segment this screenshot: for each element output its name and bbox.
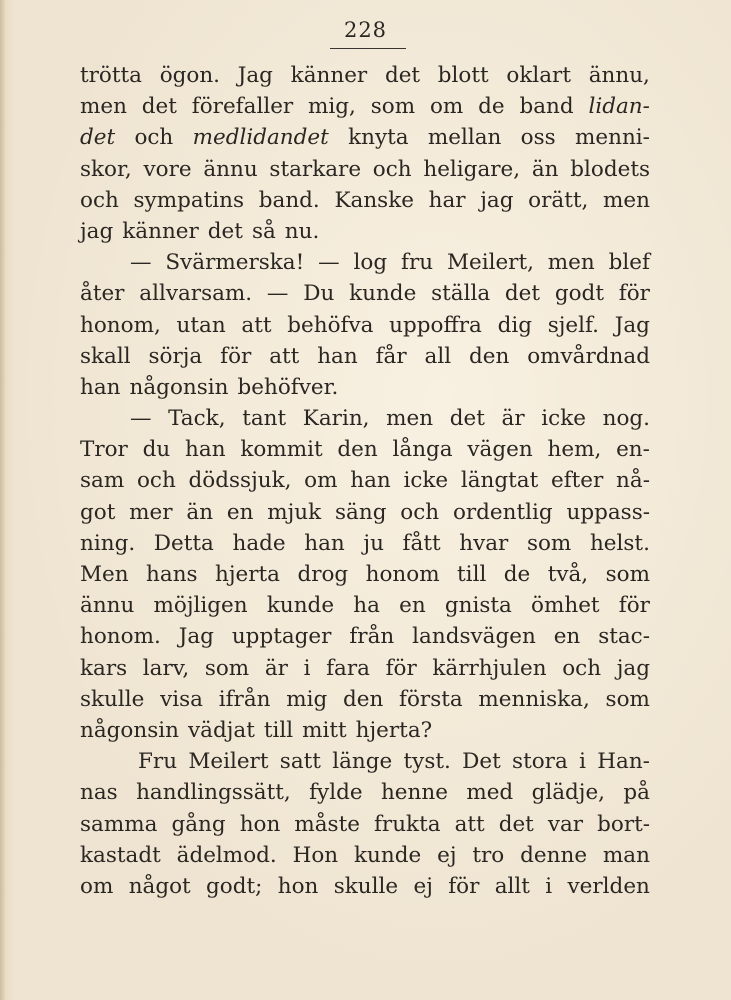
word: det [80, 125, 116, 151]
word: uppass- [566, 499, 650, 525]
word: helst. [589, 530, 650, 556]
text-line [80, 122, 650, 153]
text-line [80, 403, 650, 434]
word: skall [80, 343, 131, 369]
word: glädje, [531, 780, 606, 806]
word: tyst. [403, 749, 451, 775]
word: kunde [354, 842, 422, 868]
word: landsvägen [412, 624, 536, 650]
word: Hon [292, 842, 339, 868]
text-line [80, 715, 650, 746]
word: än [186, 499, 214, 525]
word: Svärmerska! [165, 250, 305, 276]
word: stac- [598, 624, 650, 650]
word: menniska, [478, 686, 590, 712]
text-line [80, 278, 650, 309]
word: som [605, 562, 650, 587]
word: nå- [616, 468, 650, 494]
text-line [80, 216, 650, 247]
word: knyta [348, 125, 409, 151]
word: fru [400, 250, 434, 276]
word: en- [616, 437, 650, 463]
text-line [80, 746, 650, 777]
word: han [304, 530, 345, 556]
word: den [468, 343, 510, 369]
word: så [251, 218, 276, 244]
word: men [386, 406, 434, 432]
word: mellan [427, 125, 502, 151]
text-line [80, 809, 650, 840]
word: är [264, 655, 288, 681]
word: upptager [231, 624, 332, 650]
text-line [80, 434, 650, 465]
text-line [80, 372, 650, 403]
word: icke [403, 468, 449, 494]
word: måste [294, 811, 360, 837]
word: det [449, 406, 485, 432]
word: mer [129, 499, 173, 525]
word: han [350, 468, 391, 494]
word: än [531, 156, 559, 182]
word: Det [462, 749, 501, 775]
word: längtat [460, 468, 539, 494]
word: skulle [80, 686, 145, 712]
word: hade [232, 530, 286, 556]
word: kunde [266, 593, 335, 619]
word: och [400, 499, 440, 525]
word: icke [541, 406, 586, 432]
word: som [204, 655, 250, 681]
word: men [603, 187, 650, 213]
word: för [618, 593, 650, 619]
word: med [466, 780, 514, 806]
word: Karin, [302, 406, 370, 432]
word: om [304, 468, 338, 494]
word: — [130, 406, 152, 432]
word: satt [279, 749, 321, 775]
word: behöfver. [237, 374, 339, 400]
word: starkare [269, 156, 362, 182]
word: till [263, 717, 294, 743]
word: nu. [284, 218, 320, 244]
word: ju [363, 530, 384, 556]
word: sam [80, 468, 125, 494]
text-line [80, 840, 650, 871]
word: Meilert, [446, 250, 534, 276]
word: jag [480, 187, 514, 213]
word: är [501, 406, 525, 432]
word: de [478, 94, 505, 120]
word: mig, [308, 94, 356, 120]
word: Fru [138, 749, 178, 775]
word: skulle [333, 873, 399, 899]
word: gnista [444, 593, 512, 619]
word: blott [437, 63, 489, 88]
word: förefaller [191, 94, 294, 120]
word: sjelf. [547, 312, 600, 338]
word: ning. [80, 530, 136, 556]
word: Tror [80, 437, 128, 463]
word: ordentlig [452, 499, 553, 525]
word: hon [277, 873, 319, 899]
text-line [80, 590, 650, 621]
word: om [429, 94, 464, 120]
word: nog. [602, 406, 650, 432]
word: hem, [547, 437, 602, 463]
word: gång [171, 811, 226, 837]
word: för [448, 873, 480, 899]
word: känner [122, 218, 199, 244]
word: åter [80, 281, 125, 307]
word: log [353, 250, 388, 276]
word: ännu [80, 593, 135, 619]
header-rule [330, 48, 406, 49]
word: ädelmod. [176, 842, 277, 868]
word: kommit [240, 437, 323, 463]
word: en [226, 499, 254, 525]
word: Kanske [334, 187, 414, 213]
word: på [623, 780, 650, 806]
text-line [80, 341, 650, 372]
word: kärrhjulen [432, 655, 547, 681]
word: säng [335, 499, 387, 525]
word: godt [554, 281, 604, 307]
word: kastadt [80, 842, 161, 868]
word: mitt [302, 717, 347, 743]
word: Meilert [188, 749, 269, 775]
word: något [128, 873, 191, 899]
text-line [80, 684, 650, 715]
word: första [399, 686, 463, 712]
word: ännu [203, 156, 258, 182]
word: dig [497, 312, 532, 338]
word: någonsin [129, 374, 229, 400]
word: visa [160, 686, 203, 712]
word: kunde [349, 281, 417, 307]
word: du [142, 437, 171, 463]
word: två, [547, 562, 589, 587]
word: hjerta [215, 562, 280, 587]
word: band [519, 94, 574, 120]
word: fylde [309, 780, 363, 806]
text-line [80, 310, 650, 341]
word: all [424, 343, 452, 369]
word: och [134, 125, 174, 151]
page-number: 228 [343, 18, 388, 42]
word: tro [472, 842, 505, 868]
word: frukta [373, 811, 441, 837]
word: godt; [206, 873, 263, 899]
word: i [545, 873, 553, 899]
text-line [80, 871, 650, 902]
word: heligare, [423, 156, 521, 182]
text-line [80, 653, 650, 684]
text-line [80, 91, 650, 122]
word: någonsin [80, 717, 179, 743]
word: ögon. [159, 63, 221, 88]
word: dödssjuk, [188, 468, 292, 494]
word: de [503, 562, 531, 587]
word: ställa [431, 281, 491, 307]
word: bort- [597, 811, 650, 837]
word: Jag [614, 312, 650, 338]
word: vägen [467, 437, 533, 463]
word: en [553, 624, 581, 650]
word: honom, [80, 312, 161, 338]
word: Detta [153, 530, 214, 556]
word: för [618, 281, 650, 307]
word: blef [608, 250, 650, 276]
word: ej [413, 873, 433, 899]
text-line [80, 528, 650, 559]
text-line [80, 185, 650, 216]
word: den [337, 437, 378, 463]
word: kars [80, 655, 128, 681]
word: behöfva [287, 312, 374, 338]
word: som [370, 94, 416, 120]
word: en [399, 593, 426, 619]
word: möjligen [153, 593, 248, 619]
word: som [526, 530, 572, 556]
word: den [342, 686, 384, 712]
word: men [547, 250, 595, 276]
word: allt [494, 873, 530, 899]
word: — [130, 250, 152, 276]
word: mig [286, 686, 328, 712]
word: som [605, 686, 650, 712]
word: länge [332, 749, 393, 775]
word: uppoffra [389, 312, 482, 338]
word: har [428, 187, 466, 213]
word: och [562, 655, 602, 681]
word: medlidandet [192, 125, 329, 151]
word: om [80, 873, 114, 899]
word: honom. [80, 624, 161, 650]
word: orätt, [528, 187, 589, 213]
word: men [80, 94, 127, 120]
word: drog [297, 562, 349, 587]
word: sympatins [133, 187, 245, 213]
word: hjerta? [355, 717, 433, 743]
word: ej [437, 842, 457, 868]
text-line [80, 154, 650, 185]
word: hvar [459, 530, 509, 556]
word: från [349, 624, 395, 650]
word: — [318, 250, 340, 276]
word: för [385, 655, 417, 681]
word: oss [520, 125, 556, 151]
word: att [454, 811, 485, 837]
word: det [498, 811, 534, 837]
word: stora [512, 749, 568, 775]
word: han [317, 343, 358, 369]
text-line [80, 60, 650, 91]
word: han [185, 437, 226, 463]
word: han [80, 374, 121, 400]
word: det [384, 63, 421, 88]
word: handlingssätt, [136, 780, 291, 806]
word: got [80, 499, 116, 525]
word: trötta [80, 63, 142, 88]
word: nas [80, 780, 118, 806]
word: Han- [597, 749, 650, 775]
word: Jag [237, 63, 273, 88]
word: larv, [142, 655, 190, 681]
word: denne [520, 842, 588, 868]
word: jag [616, 655, 650, 681]
word: och [80, 187, 119, 213]
word: det [141, 94, 177, 120]
text-line [80, 777, 650, 808]
word: lidan- [588, 94, 650, 120]
word: i [579, 749, 586, 775]
word: ännu, [588, 63, 650, 88]
word: det [504, 281, 541, 307]
word: sörja [148, 343, 203, 369]
word: vore [143, 156, 192, 182]
word: ha [353, 593, 380, 619]
text-line [80, 247, 650, 278]
word: för [220, 343, 252, 369]
word: mjuk [267, 499, 322, 525]
word: i [303, 655, 311, 681]
body-text [80, 60, 650, 902]
word: jag [80, 218, 114, 244]
word: verlden [567, 873, 650, 899]
text-line [80, 497, 650, 528]
word: hon [239, 811, 281, 837]
word: Du [303, 281, 335, 307]
word: menni- [574, 125, 650, 151]
word: man [602, 842, 650, 868]
word: Tack, [168, 406, 226, 432]
word: att [241, 312, 272, 338]
word: skor, [80, 156, 132, 182]
word: blodets [570, 156, 650, 182]
word: — [266, 281, 289, 307]
word: och [372, 156, 412, 182]
word: vädjat [187, 717, 255, 743]
word: var [547, 811, 584, 837]
word: allvarsam. [139, 281, 253, 307]
word: långa [392, 437, 453, 463]
word: honom [365, 562, 440, 587]
text-line [80, 621, 650, 652]
word: oklart [506, 63, 571, 88]
word: Men [80, 562, 129, 587]
word: Jag [178, 624, 214, 650]
page-edge-shadow [0, 0, 6, 1000]
word: det [207, 218, 243, 244]
word: utan [176, 312, 226, 338]
word: att [269, 343, 300, 369]
text-line [80, 465, 650, 496]
word: fara [326, 655, 370, 681]
word: ifrån [218, 686, 271, 712]
word: fått [402, 530, 441, 556]
word: känner [290, 63, 368, 88]
word: hans [146, 562, 198, 587]
word: henne [380, 780, 448, 806]
word: ömhet [531, 593, 600, 619]
word: får [375, 343, 407, 369]
text-line [80, 559, 650, 590]
word: band. [258, 187, 320, 213]
word: samma [80, 811, 158, 837]
word: efter [550, 468, 604, 494]
word: tant [242, 406, 287, 432]
word: omvårdnad [527, 343, 650, 369]
word: till [457, 562, 487, 587]
word: och [136, 468, 176, 494]
